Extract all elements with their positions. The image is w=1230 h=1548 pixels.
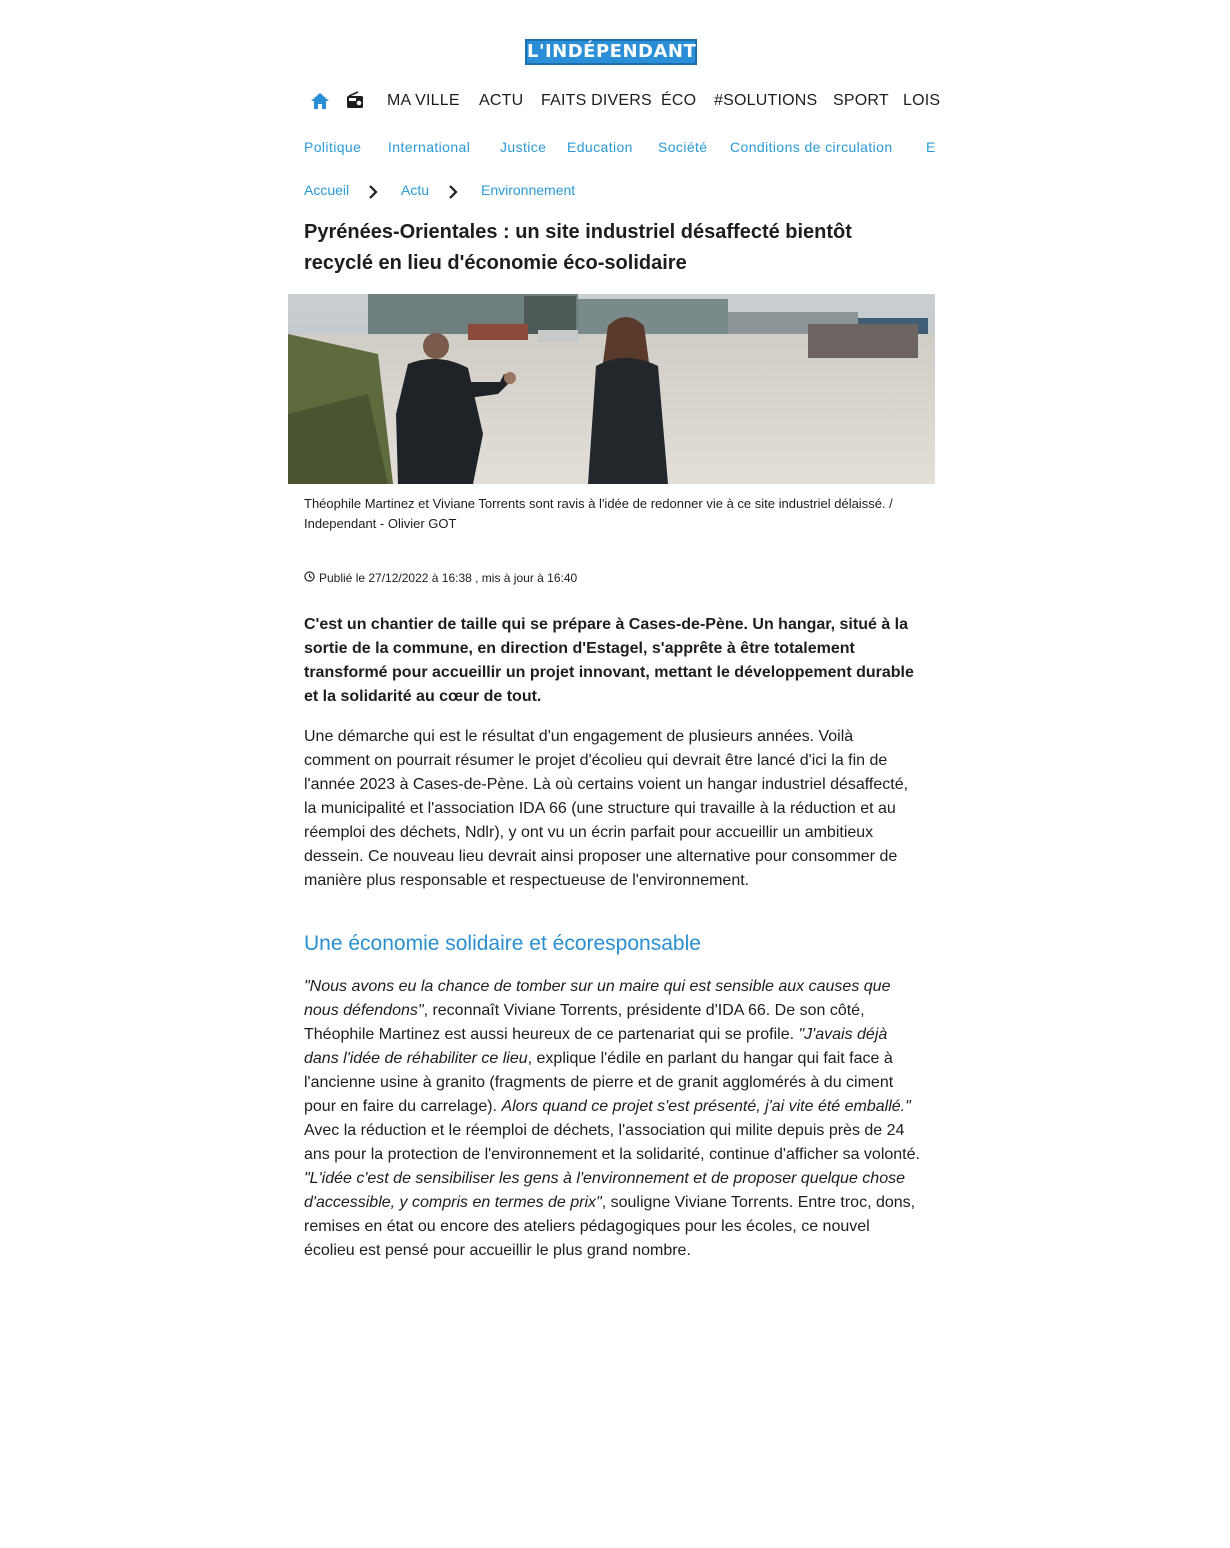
paragraph-text: , explique l'édile en parlant du hangar qui fait face à l'ancienne usine à granito (fragments de pierre et de granit agglomérés à du ciment pour en faire du carrelage). [304, 1050, 894, 1115]
radio-icon[interactable] [346, 91, 364, 114]
sub-nav [304, 139, 938, 161]
subnav-item-international[interactable]: International [388, 139, 471, 155]
chevron-right-icon [368, 185, 378, 204]
photo-caption: Théophile Martinez et Viviane Torrents sont ravis à l'idée de redonner vie à ce site industriel délaissé. / Independant - Olivier GOT [304, 496, 893, 531]
nav-item-actu[interactable]: ACTU [479, 92, 524, 109]
breadcrumb-accueil[interactable]: Accueil [304, 182, 350, 198]
clock-icon [304, 571, 315, 585]
subnav-item-more[interactable]: E [926, 139, 936, 155]
nav-item-solutions[interactable]: #SOLUTIONS [714, 92, 818, 109]
quote-text: "J'avais déjà dans l'idée de réhabiliter ce lieu [304, 1026, 888, 1067]
subnav-item-justice[interactable]: Justice [500, 139, 547, 155]
nav-item-faits-divers[interactable]: FAITS DIVERS [541, 92, 652, 109]
subnav-item-politique[interactable]: Politique [304, 139, 362, 155]
article-title: Pyrénées-Orientales : un site industriel désaffecté bientôt recyclé en lieu d'économie éco-solidaire [304, 221, 852, 274]
publish-date: Publié le 27/12/2022 à 16:38 , mis à jour à 16:40 [319, 571, 578, 585]
article-paragraph [304, 975, 920, 1263]
quote-text: "L'idée c'est de sensibiliser les gens à l'environnement et de proposer quelque chose d'accessible, y compris en termes de prix" [304, 1170, 905, 1211]
publish-info [304, 571, 577, 585]
paragraph-text: Avec la réduction et le réemploi de déchets, l'association qui milite depuis près de 24 ans pour la protection de l'environnement et la solidarité, continue d'afficher sa volonté. [304, 1122, 920, 1163]
paragraph-text: , reconnaît Viviane Torrents, présidente d'IDA 66. De son côté, Théophile Martinez est aussi heureux de ce partenariat qui se profile. [304, 1002, 865, 1043]
site-logo[interactable]: L'INDÉPENDANT [525, 39, 697, 65]
nav-item-sport[interactable]: SPORT [833, 92, 889, 109]
paragraph-text: , souligne Viviane Torrents. Entre troc, dons, remises en état ou encore des ateliers pédagogiques pour les écoles, ce nouvel écolieu est pensé pour accueillir le plus grand nombre. [304, 1194, 916, 1259]
nav-item-eco[interactable]: ÉCO [661, 92, 697, 109]
article-photo [288, 294, 935, 484]
article-lead: C'est un chantier de taille qui se prépare à Cases-de-Pène. Un hangar, situé à la sortie de la commune, en direction d'Estagel, s'apprête à être totalement transformé pour accueillir un projet innovant, mettant le développement durable et la solidarité au cœur de tout. [304, 616, 914, 705]
breadcrumb-actu[interactable]: Actu [401, 182, 430, 198]
quote-text: "Nous avons eu la chance de tomber sur un maire qui est sensible aux causes que nous défendons" [304, 978, 891, 1019]
breadcrumb-environnement[interactable]: Environnement [481, 182, 576, 198]
quote-text: Alors quand ce projet s'est présenté, j'ai vite été emballé." [501, 1098, 911, 1115]
subnav-item-conditions-circulation[interactable]: Conditions de circulation [730, 139, 893, 155]
main-nav [304, 88, 944, 118]
nav-item-lois[interactable]: LOIS [903, 92, 941, 109]
home-icon[interactable] [310, 92, 330, 115]
article-subheading: Une économie solidaire et écoresponsable [304, 932, 701, 955]
subnav-item-education[interactable]: Education [567, 139, 633, 155]
nav-item-ma-ville[interactable]: MA VILLE [387, 92, 460, 109]
article-paragraph: Une démarche qui est le résultat d'un engagement de plusieurs années. Voilà comment on pourrait résumer le projet d'écolieu qui devrait être lancé d'ici la fin de l'année 2023 à Cases-de-Pène. Là où certains voient un hangar industriel désaffecté, la municipalité et l'association IDA 66 (une structure qui travaille à la réduction et au réemploi des déchets, Ndlr), y ont vu un écrin parfait pour accueillir un ambitieux dessein. Ce nouveau lieu devrait ainsi proposer une alternative pour consommer de manière plus responsable et respectueuse de l'environnement. [304, 728, 909, 889]
chevron-right-icon [448, 185, 458, 204]
subnav-item-societe[interactable]: Société [658, 139, 708, 155]
